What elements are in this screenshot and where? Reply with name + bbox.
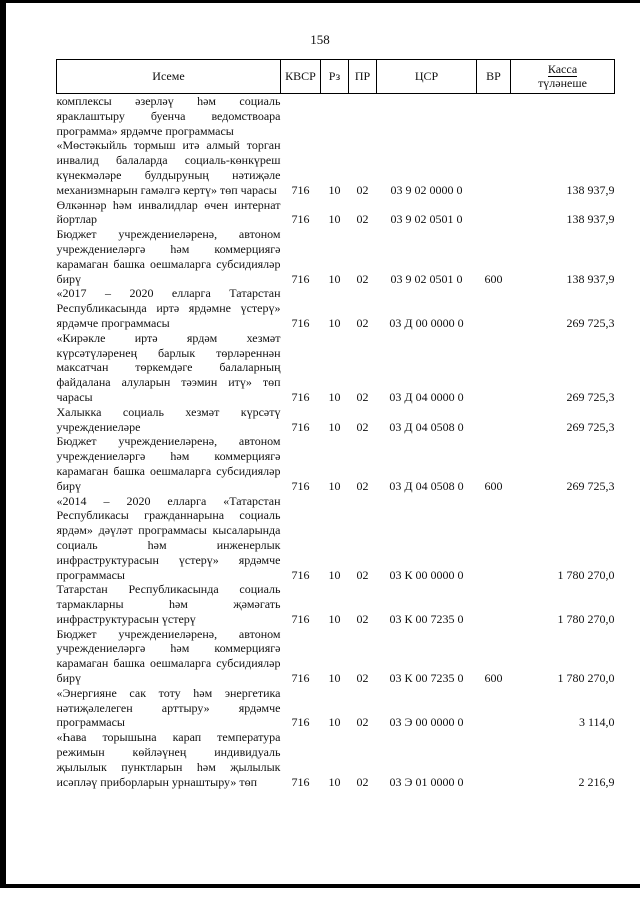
row-amount: 138 937,9: [566, 182, 615, 197]
row-csr: 03 Э 01 0000 0: [389, 774, 464, 789]
row-vr: [477, 582, 511, 626]
row-csr: 03 К 00 7235 0: [389, 671, 464, 686]
header-kassa: [511, 60, 615, 94]
row-kvsr: 716: [291, 715, 310, 730]
row-name: Бюджет учреждениеләренә, автоном учреждениеләргә һәм коммерциягә карамаган башка оешмаларга субсидияләр бирү: [56, 626, 281, 686]
row-pr: 02: [356, 315, 369, 330]
row-rz: 10: [328, 271, 341, 286]
scan-border-bottom: [0, 884, 640, 909]
row-kvsr: 716: [291, 478, 310, 493]
row-rz: 10: [328, 389, 341, 404]
row-pr: 02: [356, 774, 369, 789]
row-rz: 10: [328, 212, 341, 227]
row-vr: [477, 94, 511, 139]
row-name: «2017 – 2020 елларга Татарстан Республикасында иртә ярдәмне үстерү» ярдәмче программасы: [56, 286, 281, 330]
budget-table: [56, 59, 615, 789]
row-kvsr: 716: [291, 567, 310, 582]
scan-border-top: [0, 0, 640, 3]
row-name: «2014 – 2020 елларга «Татарстан Республикасы гражданнарына социаль ярдәм» дәүләт программасы кысаларында социаль һәм инженерлык инфраструктурасын үстерү» ярдәмче программасы: [56, 493, 281, 582]
row-amount: 138 937,9: [566, 271, 615, 286]
header-name: Исеме: [57, 60, 281, 94]
row-csr: 03 Д 04 0508 0: [389, 478, 464, 493]
row-pr: 02: [356, 419, 369, 434]
row-kvsr: 716: [291, 671, 310, 686]
row-rz: 10: [328, 182, 341, 197]
header-pr: ПР: [349, 60, 377, 94]
row-name: «Энергияне сак тоту һәм энергетика нәтиҗәлелеген арттыру» ярдәмче программасы: [56, 685, 281, 730]
row-pr: 02: [356, 715, 369, 730]
row-vr: 600: [484, 671, 503, 686]
row-kvsr: 716: [291, 389, 310, 404]
row-rz: 10: [328, 419, 341, 434]
row-amount: 1 780 270,0: [557, 567, 615, 582]
row-csr: 03 К 00 7235 0: [389, 611, 464, 626]
header-vr: ВР: [477, 60, 511, 94]
row-rz: 10: [328, 567, 341, 582]
row-csr: 03 Д 04 0508 0: [389, 419, 464, 434]
row-vr: [477, 730, 511, 789]
table-row: [57, 286, 615, 330]
row-kvsr: 716: [291, 419, 310, 434]
row-pr: 02: [356, 671, 369, 686]
row-kvsr: 716: [291, 182, 310, 197]
row-amount: 1 780 270,0: [557, 611, 615, 626]
row-rz: 10: [328, 774, 341, 789]
table-row: [57, 686, 615, 730]
row-amount: 138 937,9: [566, 212, 615, 227]
row-amount: 269 725,3: [566, 315, 615, 330]
row-rz: [321, 94, 349, 139]
row-vr: [477, 198, 511, 228]
header-kassa-sub: түләнеше: [538, 76, 587, 90]
row-name: Бюджет учреждениеләренә, автоном учреждениеләргә һәм коммерциягә карамаган башка оешмаларга субсидияләр бирү: [56, 227, 281, 286]
row-rz: 10: [328, 478, 341, 493]
row-csr: 03 9 02 0501 0: [390, 212, 463, 227]
row-pr: 02: [356, 478, 369, 493]
row-pr: [349, 94, 377, 139]
row-vr: [477, 686, 511, 730]
row-rz: 10: [328, 611, 341, 626]
row-amount: [511, 94, 615, 139]
table-row: [57, 494, 615, 583]
header-csr: ЦСР: [377, 60, 477, 94]
row-csr: [377, 94, 477, 139]
row-rz: 10: [328, 671, 341, 686]
scan-border-left: [0, 0, 6, 905]
row-vr: 600: [484, 478, 503, 493]
row-csr: 03 Э 00 0000 0: [389, 715, 464, 730]
row-csr: 03 9 02 0000 0: [390, 182, 463, 197]
row-name: Халыкка социаль хезмәт күрсәтү учреждениеләре: [56, 404, 281, 434]
table-row: [57, 627, 615, 686]
row-name: «Мөстәкыйль тормыш итә алмый торган инвалид балаларда социаль-көнкүреш күнекмәләре булдыруның нәтиҗәле механизмнарын гамәлгә кертү» төп чарасы: [56, 138, 281, 197]
row-csr: 03 9 02 0501 0: [390, 271, 463, 286]
row-name: «Кирәкле иртә ярдәм хезмәт күрсәтүләренең барлык төрләреннән максатчан төркемдәге балаларның файдалана алуларын тәэмин итү» төп чарасы: [56, 330, 281, 404]
table-body: [57, 94, 615, 790]
row-vr: [477, 138, 511, 197]
table-header-row: [57, 60, 615, 94]
row-kvsr: 716: [291, 315, 310, 330]
table-row: [57, 434, 615, 493]
row-csr: 03 К 00 0000 0: [389, 567, 464, 582]
row-kvsr: [281, 94, 321, 139]
row-amount: 269 725,3: [566, 478, 615, 493]
row-name: «Һава торышына карап температура режимын көйләүнең индивидуаль җылылык пунктларын һәм җылылык исәпләү приборларын урнаштыру» төп: [56, 730, 281, 789]
row-pr: 02: [356, 182, 369, 197]
row-amount: 3 114,0: [578, 715, 615, 730]
row-amount: 269 725,3: [566, 419, 615, 434]
row-name: комплексы әзерләү һәм социаль яраклаштыру буенча ведомствоара программа» ярдәмче программасы: [56, 94, 281, 138]
page-number: 158: [310, 32, 330, 47]
row-csr: 03 Д 04 0000 0: [389, 389, 464, 404]
row-pr: 02: [356, 212, 369, 227]
row-name: Татарстан Республикасында социаль тармакларны һәм җәмәгать инфраструктурасын үстерү: [56, 582, 281, 626]
row-pr: 02: [356, 389, 369, 404]
table-row: [57, 730, 615, 789]
header-rz: Рз: [321, 60, 349, 94]
row-pr: 02: [356, 567, 369, 582]
row-name: Өлкәннәр һәм инвалидлар өчен интернат йортлар: [56, 197, 281, 227]
row-name: Бюджет учреждениеләренә, автоном учреждениеләргә һәм коммерциягә карамаган башка оешмаларга субсидияләр бирү: [56, 434, 281, 493]
header-kassa-label: Касса: [547, 62, 578, 76]
table-row: [57, 227, 615, 286]
row-amount: 2 216,9: [578, 774, 615, 789]
row-vr: [477, 286, 511, 330]
row-csr: 03 Д 00 0000 0: [389, 315, 464, 330]
table-row: [57, 582, 615, 626]
table-row: [57, 331, 615, 405]
row-pr: 02: [356, 271, 369, 286]
header-kvsr: КВСР: [281, 60, 321, 94]
row-kvsr: 716: [291, 212, 310, 227]
row-amount: 269 725,3: [566, 389, 615, 404]
row-rz: 10: [328, 715, 341, 730]
row-amount: 1 780 270,0: [557, 671, 615, 686]
row-pr: 02: [356, 611, 369, 626]
row-kvsr: 716: [291, 774, 310, 789]
table-row: [57, 198, 615, 228]
table-row: [57, 138, 615, 197]
row-kvsr: 716: [291, 611, 310, 626]
row-kvsr: 716: [291, 271, 310, 286]
table-row: [57, 94, 615, 139]
table-row: [57, 405, 615, 435]
row-vr: 600: [484, 271, 503, 286]
row-vr: [477, 494, 511, 583]
row-vr: [477, 405, 511, 435]
row-rz: 10: [328, 315, 341, 330]
row-vr: [477, 331, 511, 405]
